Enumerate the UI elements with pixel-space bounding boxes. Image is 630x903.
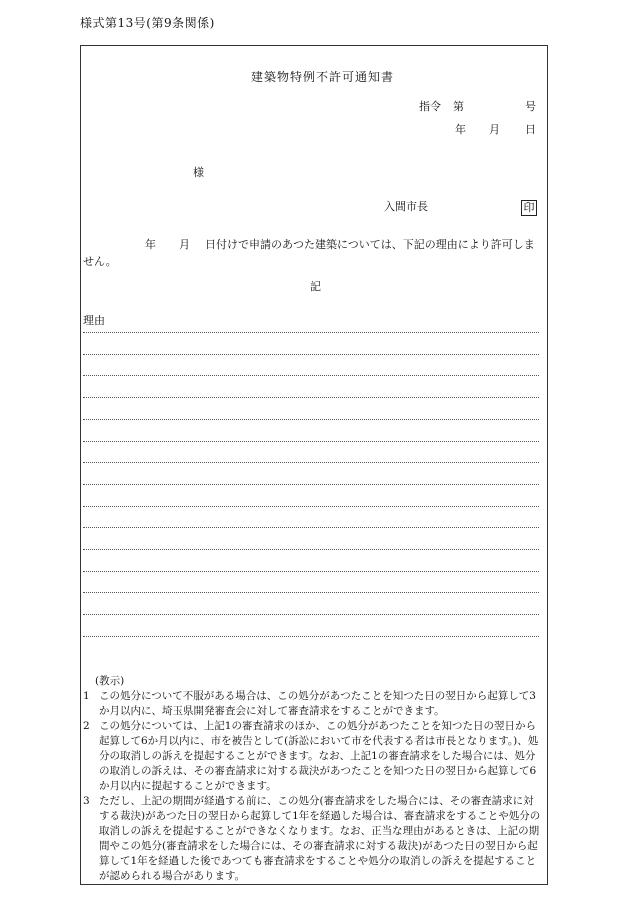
reason-writing-line [83, 592, 539, 593]
instruction-number: 3 [83, 795, 90, 807]
reason-writing-line [83, 527, 539, 528]
instruction-number: 1 [83, 690, 90, 702]
instruction-item-1 [83, 689, 542, 719]
ki-heading: 記 [310, 280, 321, 293]
seal-label: 印 [521, 200, 537, 216]
reason-writing-line [83, 375, 539, 376]
reason-writing-line [83, 549, 539, 550]
reason-writing-line [83, 441, 539, 442]
instruction-text: ただし、上記の期間が経過する前に、この処分(審査請求をした場合には、その審査請求に対する裁決)があつた日の翌日から起算して1年を経過した場合は、審査請求をすることや処分の取消しの訴えを提起することができなくなります。なお、正当な理由があるときは、上記の期間やこの処分(審査請求をした場合には、その審査請求に対する裁決)があつた日の翌日から起算して1年を経過した後であつても審査請求をすることや処分の取消しの訴えを提起することが認められる場合があります。 [99, 795, 541, 882]
recipient-suffix: 様 [193, 166, 204, 179]
ref-dai: 第 [453, 100, 464, 113]
body-month: 月 [179, 238, 190, 251]
reason-writing-line [83, 332, 539, 333]
instruction-item-2 [83, 719, 542, 794]
instruction-text: この処分については、上記1の審査請求のほか、この処分があつたことを知つた日の翌日から起算して6か月以内に、市を被告として(訴訟において市を代表する者は市長となります。)、処分の取消しの訴えを提起することができます。なお、上記1の審査請求をした場合には、処分の取消しの訴えは、その審査請求に対する裁決があつたことを知つた日の翌日から起算して6か月以内に提起することができます。 [99, 720, 539, 792]
reason-writing-line [83, 636, 539, 637]
seal-mark [521, 196, 537, 216]
instructions-title: (教示) [95, 675, 125, 687]
reason-writing-line [83, 354, 539, 355]
reason-writing-line [83, 614, 539, 615]
notice-form-frame [80, 45, 548, 885]
reason-writing-line [83, 397, 539, 398]
form-number-label: 様式第13号(第9条関係) [80, 16, 215, 30]
instruction-number: 2 [83, 720, 90, 732]
reason-writing-line [83, 462, 539, 463]
instruction-item-3 [83, 794, 542, 884]
ref-prefix: 指令 [419, 100, 441, 113]
document-title: 建築物特例不許可通知書 [251, 70, 395, 84]
reason-label: 理由 [83, 314, 105, 327]
date-day: 日 [525, 123, 536, 136]
date-month: 月 [489, 123, 500, 136]
ref-go: 号 [525, 100, 536, 113]
reason-writing-line [83, 571, 539, 572]
reason-writing-line [83, 484, 539, 485]
instructions-section [83, 674, 542, 884]
date-year: 年 [455, 123, 466, 136]
body-year: 年 [145, 238, 156, 251]
instruction-text: この処分について不服がある場合は、この処分があつたことを知つた日の翌日から起算して3か月以内に、埼玉県開発審査会に対して審査請求をすることができます。 [99, 690, 536, 717]
body-text: 日付けで申請のあつた建築については、下記の理由により許可しません。 [83, 238, 535, 268]
reason-writing-line [83, 419, 539, 420]
reason-writing-line [83, 506, 539, 507]
issuer-name: 入間市長 [384, 200, 428, 213]
